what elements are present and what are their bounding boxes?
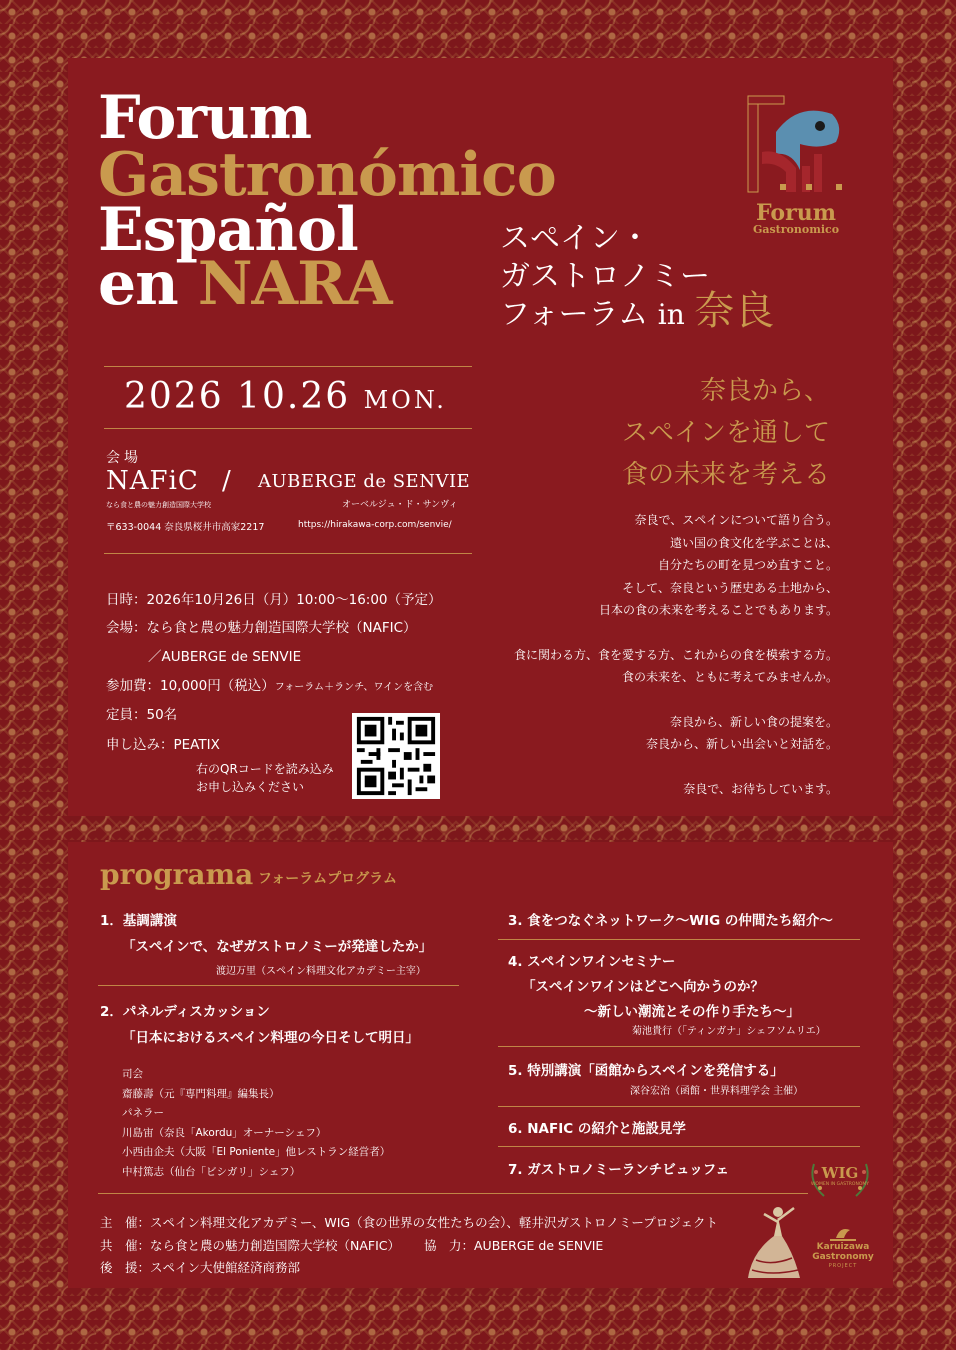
message-spacer [514, 756, 838, 778]
venue-rule [104, 553, 472, 554]
panel-line: 小西由企夫（大阪「El Poniente」他レストラン経営者） [122, 1146, 391, 1158]
program-item-3 [508, 909, 833, 929]
program-heading-jp: フォーラムプログラム [258, 871, 398, 887]
karuizawa-logo-line1: Karuizawa [816, 1242, 870, 1252]
message-spacer [514, 622, 838, 644]
venue-label: 会場 [106, 450, 142, 466]
program-item-4-speaker: 菊池貴行（「ティンガナ」シェフソムリエ） [632, 1026, 826, 1037]
venue-nafic-sub: なら食と農の魅力創造国際大学校 [106, 501, 211, 509]
message-line: 奈良で、お待ちしています。 [683, 781, 838, 796]
venue-nafic: NAFiC [106, 466, 199, 496]
detail-fee [106, 674, 433, 694]
program-item-2-title-text: 2．パネルディスカッション [100, 1004, 270, 1020]
jp-title-nara: 奈良 [694, 288, 775, 334]
program-heading: programa [100, 858, 254, 891]
program-item-7-text: 7. ガストロノミーランチビュッフェ [508, 1162, 730, 1178]
dancer-icon [742, 1200, 806, 1280]
panel-line: 齋藤壽（元『専門料理』編集長） [122, 1087, 280, 1100]
venue-auberge: AUBERGE de SENVIE [258, 471, 471, 492]
program-item-5-speaker: 深谷宏治（函館・世界料理学会 主催） [630, 1086, 804, 1097]
program-item-3-text: 3. 食をつなぐネットワーク〜WIG の仲間たち紹介〜 [508, 913, 833, 929]
program-item-4-sub1 [522, 975, 764, 995]
title-line-gastronomico: Gastronómico [98, 140, 556, 210]
message-line: そして、奈良という歴史ある土地から、 [622, 580, 838, 595]
program-right-rule-1 [498, 939, 860, 940]
karuizawa-gastronomy-logo [810, 1222, 876, 1282]
sponsor-support: 後 援：スペイン大使館経済商務部 [100, 1260, 301, 1275]
jp-title-in: in [657, 298, 685, 331]
forum-logo-sub: Gastronomico [752, 223, 840, 236]
message-spacer [514, 689, 838, 711]
venue-url: https://hirakawa-corp.com/senvie/ [298, 520, 452, 530]
message-line: 奈良から、新しい出会いと対話を。 [645, 737, 838, 751]
program-item-6 [508, 1117, 686, 1137]
event-date [124, 376, 447, 417]
karuizawa-logo-line2: Gastronomy [812, 1252, 874, 1262]
date-rule-top [104, 366, 472, 367]
date-rule-bottom [104, 428, 472, 429]
flamenco-dancer-illustration [742, 1200, 806, 1280]
venue-slash: / [222, 466, 231, 496]
tagline-line2: スペインを通して [621, 418, 830, 448]
program-item-4-title [508, 950, 675, 970]
message-line: 食に関わる方、食を愛する方、これからの食を模索する方。 [513, 647, 838, 662]
program-item-2-sub-text: 「日本におけるスペイン料理の今日そして明日」 [122, 1030, 419, 1046]
tagline [622, 370, 830, 496]
intro-message [514, 509, 838, 800]
forum-logo-icon [740, 92, 852, 200]
sponsor-cooperation: 協 力：AUBERGE de SENVIE [424, 1238, 604, 1253]
program-item-1-sub [122, 935, 432, 955]
forum-logo-name: Forum [756, 200, 836, 226]
program-item-4-sub1-text: 「スペインワインはどこへ向かうのか？ [522, 979, 765, 995]
program-right-rule-3 [498, 1106, 860, 1107]
program-item-1-speaker: 渡辺万里（スペイン料理文化アカデミー主宰） [216, 966, 426, 977]
program-item-6-text: 6. NAFIC の紹介と施設見学 [508, 1121, 686, 1137]
panel-line: 川島宙（奈良「Akordu」オーナーシェフ） [122, 1126, 327, 1139]
qr-note-line2: お申し込みください [196, 780, 305, 794]
title-en: en [98, 249, 178, 319]
program-item-2-sub [122, 1026, 419, 1046]
detail-apply: 申し込み：PEATIX [106, 737, 220, 753]
detail-fee-main: 参加費：10,000円（税込） [106, 678, 275, 694]
sponsor-organizer: 主 催：スペイン料理文化アカデミー、WIG（食の世界の女性たちの会）、軽井沢ガストロノミープロジェクト [100, 1215, 718, 1230]
jp-title-line3 [500, 288, 775, 334]
event-date-weekday: MON. [363, 386, 447, 414]
qr-note [196, 760, 334, 796]
tagline-line3: 食の未来を考える [621, 460, 830, 490]
detail-venue2: ／AUBERGE de SENVIE [148, 649, 302, 665]
detail-venue: 会場：なら食と農の魅力創造国際大学校（NAFIC） [106, 620, 417, 636]
jp-title-line2: ガストロノミー [500, 259, 710, 294]
program-item-5-text: 5. 特別講演「函館からスペインを発信する」 [508, 1063, 784, 1079]
wig-logo-text: WIG [821, 1164, 859, 1182]
title-line-espanol: Español [98, 195, 358, 265]
message-line: 遠い国の食文化を学ぶことは、 [669, 535, 838, 550]
venue-address: 〒633-0044 奈良県桜井市高家2217 [106, 522, 265, 533]
program-item-1-title [100, 909, 177, 929]
jp-title-line1: スペイン・ [500, 221, 650, 256]
program-item-4-title-text: 4. スペインワインセミナー [508, 954, 676, 970]
message-line: 日本の食の未来を考えることでもあります。 [598, 603, 838, 617]
jp-title-forum: フォーラム [500, 297, 649, 332]
program-item-1-title-text: 1．基調講演 [100, 913, 177, 929]
program-right-rule-2 [498, 1046, 860, 1047]
program-left-rule-1 [98, 985, 459, 986]
program-item-2-title [100, 1000, 270, 1020]
event-date-number: 2026 10.26 [124, 376, 351, 417]
detail-datetime: 日時：2026年10月26日（月）10:00〜16:00（予定） [106, 592, 442, 608]
program-item-4-sub2-text: 〜新しい潮流とその作り手たち〜」 [584, 1004, 800, 1020]
title-line-en-nara [98, 249, 392, 319]
panel-members [122, 1065, 390, 1182]
panel-line: 中村篤志（仙台「ビシガリ」シェフ） [122, 1165, 301, 1178]
message-line: 奈良で、スペインについて語り合う。 [634, 513, 838, 527]
karuizawa-logo-line3: PROJECT [828, 1263, 858, 1269]
program-item-7 [508, 1158, 729, 1178]
program-right-rule-4 [498, 1146, 860, 1147]
detail-fee-note: フォーラム＋ランチ、ワインを含む [274, 682, 434, 693]
karuizawa-bird-icon [810, 1222, 876, 1242]
qr-note-line1: 右のQRコードを読み込み [196, 762, 334, 776]
program-item-4-sub2 [584, 1000, 800, 1020]
message-line: 自分たちの町を見つめ直すこと。 [657, 558, 838, 572]
tagline-line1: 奈良から、 [699, 376, 830, 406]
qr-code-icon [352, 713, 440, 799]
program-item-1-sub-text: 「スペインで、なぜガストロノミーが発達したか」 [122, 939, 433, 955]
message-line: 奈良から、新しい食の提案を。 [669, 714, 838, 729]
sponsor-rule [98, 1193, 808, 1194]
venue-auberge-kana: オーベルジュ・ド・サンヴィ [342, 500, 458, 510]
wig-logo [806, 1160, 874, 1200]
panel-line: パネラー [122, 1107, 164, 1119]
forum-logo [740, 92, 852, 236]
panel-line: 司会 [122, 1068, 143, 1080]
title-nara: NARA [197, 249, 392, 319]
qr-code[interactable] [352, 713, 440, 799]
message-line: 食の未来を、ともに考えてみませんか。 [621, 670, 838, 684]
wig-logo-sub: WOMEN IN GASTRONOMY [810, 1182, 870, 1187]
sponsor-co-organizer: 共 催：なら食と農の魅力創造国際大学校（NAFIC） [100, 1238, 401, 1253]
program-item-5 [508, 1059, 784, 1079]
title-line-forum: Forum [98, 83, 312, 153]
detail-capacity: 定員：50名 [106, 707, 178, 723]
